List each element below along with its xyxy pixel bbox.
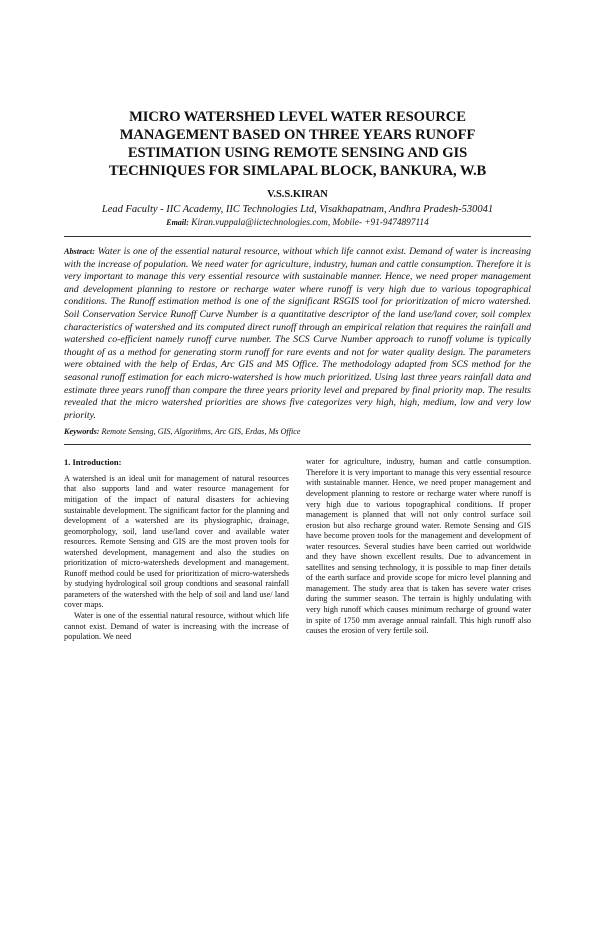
author-name: V.S.S.KIRAN [267, 189, 328, 200]
paragraph: Water is one of the essential natural resource, without which life cannot exist. Demand of water is increasing with the increase of population. We need [64, 610, 289, 642]
abstract-text: Water is one of the essential natural resource, without which life cannot exist. Demand of water is increasing with the increase of population. We need water for agriculture, industry, human and cattle consumption. Therefore it is very important to manage this very essential resource with sustainable manner. Hence, we need proper management and development planning to restore or recharge water where runoff is very high due to various topographical conditions. The Runoff estimation method is one of the significant RSGIS tool for prioritization of micro watershed. Soil Conservation Service Runoff Curve Number is a quantitative descriptor of the land use/land cover, soil complex characteristics of watershed and its computed direct runoff through an empirical relation that requires the rainfall and watershed co-efficient namely runoff curve number. The SCS Curve Number approach to runoff volume is typically thought of as a method for generating storm runoff for rare events and not for water quality design. The parameters were obtained with the help of Erdas, Arc GIS and MS Office. The methodology adapted from SCS method for the seasonal runoff estimation for each micro-watershed is how much prioritized. Using last three years rainfall data and estimate three years runoff than compare the three years priority level and prepared by final priority map. The results revealed that the micro watershed priorities are shows five categorizes very high, high, medium, low and very low priority. [64, 246, 531, 421]
paragraph: water for agriculture, industry, human and cattle consumption. Therefore it is very important to manage this very essential resource with sustainable manner. Hence, we need proper management and development planning to restore or recharge water where runoff is very high due to various topographical conditions. If proper management is planned that will not only control surface soil erosion but also recharge ground water. Remote Sensing and GIS have become proven tools for the management and development of water resources. Several studies have been carried out worldwide and they have shown excellent results. Due to advancement in satellites and sensing technology, it is possible to map finer details of the earth surface and provide scope for micro level planning and management. The study area that is taken has severe water crises during the summer season. The terrain is highly undulating with very high runoff which causes minimum recharge of ground water in spite of 1750 mm average annual rainfall. This high runoff also causes the erosion of very fertile soil. [306, 457, 531, 636]
paper-title [64, 108, 531, 180]
abstract-label: Abstract: [64, 247, 95, 256]
email-and-phone: Kiran.vuppala@iictechnologies.com, Mobile- +91-9474897114 [188, 218, 429, 228]
abstract-divider [64, 444, 531, 445]
keywords [64, 426, 531, 437]
email-label: Email: [166, 218, 189, 227]
title-line: TECHNIQUES FOR SIMLAPAL BLOCK, BANKURA, W.B [108, 163, 487, 179]
keywords-label: Keywords: [64, 427, 100, 437]
paper-page [0, 108, 595, 950]
paragraph: A watershed is an ideal unit for management of natural resources that also supports land and water resource management for mitigation of the impact of natural disasters for achieving sustainable development. The significant factor for the planning and development of a watershed are its physiographic, drainage, geomorphology, soil, land use/land cover and available water resources. Remote Sensing and GIS are the most proven tools for watershed development, management and also the studies on prioritization of micro-watersheds development and management. Runoff method could be used for prioritization of micro-watersheds by studying hydrological soil group condtions and seasonal rainfall parameters of the watershed with the help of soil and land use/ land cover maps. [64, 473, 289, 610]
keywords-text: Remote Sensing, GIS, Algorithms, Arc GIS, Erdas, Ms Office [99, 427, 301, 437]
header-divider [64, 236, 531, 237]
author-contact [64, 217, 531, 229]
title-line: MANAGEMENT BASED ON THREE YEARS RUNOFF [119, 127, 476, 143]
right-column [306, 457, 531, 642]
author-affiliation: Lead Faculty - IIC Academy, IIC Technologies Ltd, Visakhapatnam, Andhra Pradesh-530041 [101, 204, 494, 215]
section-heading: 1. Introduction: [64, 457, 122, 468]
left-column [64, 457, 289, 642]
body-columns [64, 457, 531, 642]
abstract [64, 246, 531, 422]
title-line: MICRO WATERSHED LEVEL WATER RESOURCE [129, 109, 466, 125]
title-line: ESTIMATION USING REMOTE SENSING AND GIS [127, 145, 468, 161]
